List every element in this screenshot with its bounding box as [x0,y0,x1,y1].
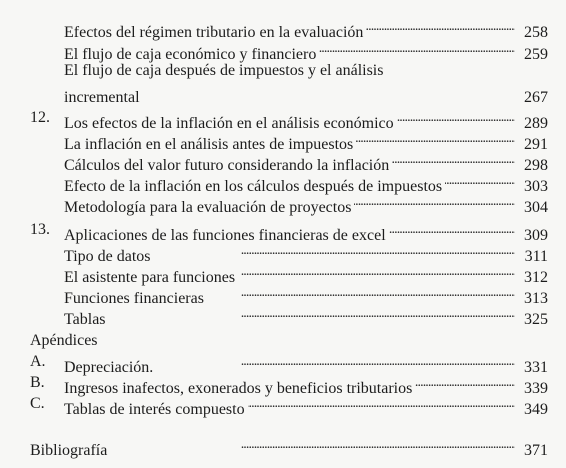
toc-appendix [64,373,548,397]
toc-entry-page: 304 [524,199,548,216]
appendices-heading: Apéndices [30,332,98,349]
toc-entry-title: Ingresos inafectos, exonerados y beneficios tributarios [64,380,413,397]
toc-entry-title: El flujo de caja después de impuestos y el análisis [64,62,384,79]
toc-entry-title: El flujo de caja económico y financiero [64,46,317,63]
toc-entry-page: 258 [524,24,548,41]
toc-leader-dots [389,220,515,240]
toc-leader-dots [154,241,515,261]
toc-entry-page: 267 [524,89,548,106]
toc-entry-page: 331 [524,359,548,376]
toc-leader-dots [415,373,515,393]
toc-entry-title: Tablas de interés compuesto [64,401,245,418]
appendix-letter: C. [30,395,45,412]
toc-entry-page: 298 [524,157,548,174]
toc-entry [64,192,548,216]
toc-leader-dots [397,108,515,128]
toc-chapter [64,108,548,132]
toc-leader-dots [207,283,515,303]
toc-entry-title: Depreciación. [64,359,154,376]
toc-leader-dots [110,435,515,455]
chapter-number: 12. [30,109,50,126]
toc-entry-title: Bibliografía [30,442,108,459]
toc-entry-page: 259 [524,46,548,63]
toc-appendix [64,352,548,376]
toc-leader-dots [156,352,515,372]
toc-entry-title: Metodología para la evaluación de proyectos [64,199,352,216]
toc-chapter-title: Los efectos de la inflación en el análisis económico [64,115,394,132]
toc-entry [64,171,548,195]
toc-entry-title: Efectos del régimen tributario en la evaluación [64,24,364,41]
toc-leader-dots [445,171,515,191]
toc-leader-dots [392,150,515,170]
toc-entry-page: 291 [524,136,548,153]
toc-entry-page: 311 [524,248,548,265]
toc-entry-title: Tablas [64,311,106,328]
toc-entry [64,241,548,265]
toc-leader-dots [248,394,515,414]
toc-appendix [64,394,548,418]
appendix-letter: B. [30,374,45,391]
toc-leader-dots [354,192,515,212]
toc-entry-title: Cálculos del valor futuro considerando la inflación [64,157,390,174]
toc-chapter [64,220,548,244]
toc-entry-title: Efecto de la inflación en los cálculos después de impuestos [64,178,443,195]
toc-entry [64,82,548,106]
toc-leader-dots [319,39,515,59]
toc-entry-page: 339 [524,380,548,397]
toc-entry-title: El asistente para funciones [64,269,236,286]
toc-entry-page: 325 [524,311,548,328]
toc-entry [64,129,548,153]
toc-chapter-title: Aplicaciones de las funciones financieras de excel [64,227,386,244]
toc-entry-page: 371 [524,442,548,459]
toc-leader-dots [238,262,515,282]
toc-entry-page: 303 [524,178,548,195]
toc-entry-page: 349 [524,401,548,418]
toc-leader-dots [356,129,515,149]
toc-entry-page: 313 [524,290,548,307]
toc-entry [64,39,548,63]
toc-leader-dots [366,17,515,37]
toc-entry [64,150,548,174]
toc-entry [64,17,548,41]
chapter-number: 13. [30,221,50,238]
toc-entry-page: 289 [524,115,548,132]
toc-entry-title-cont: incremental [64,89,140,106]
toc-entry [64,283,548,307]
toc-entry [64,304,548,328]
toc-leader-dots [109,304,515,324]
toc-entry-title: Funciones financieras [64,290,204,307]
toc-entry-page: 309 [524,227,548,244]
toc-entry [64,262,548,286]
toc-entry-title: La inflación en el análisis antes de impuestos [64,136,354,153]
toc-bibliography [30,435,548,459]
appendix-letter: A. [30,353,46,370]
toc-entry-title: Tipo de datos [64,248,151,265]
toc-entry-page: 312 [524,269,548,286]
